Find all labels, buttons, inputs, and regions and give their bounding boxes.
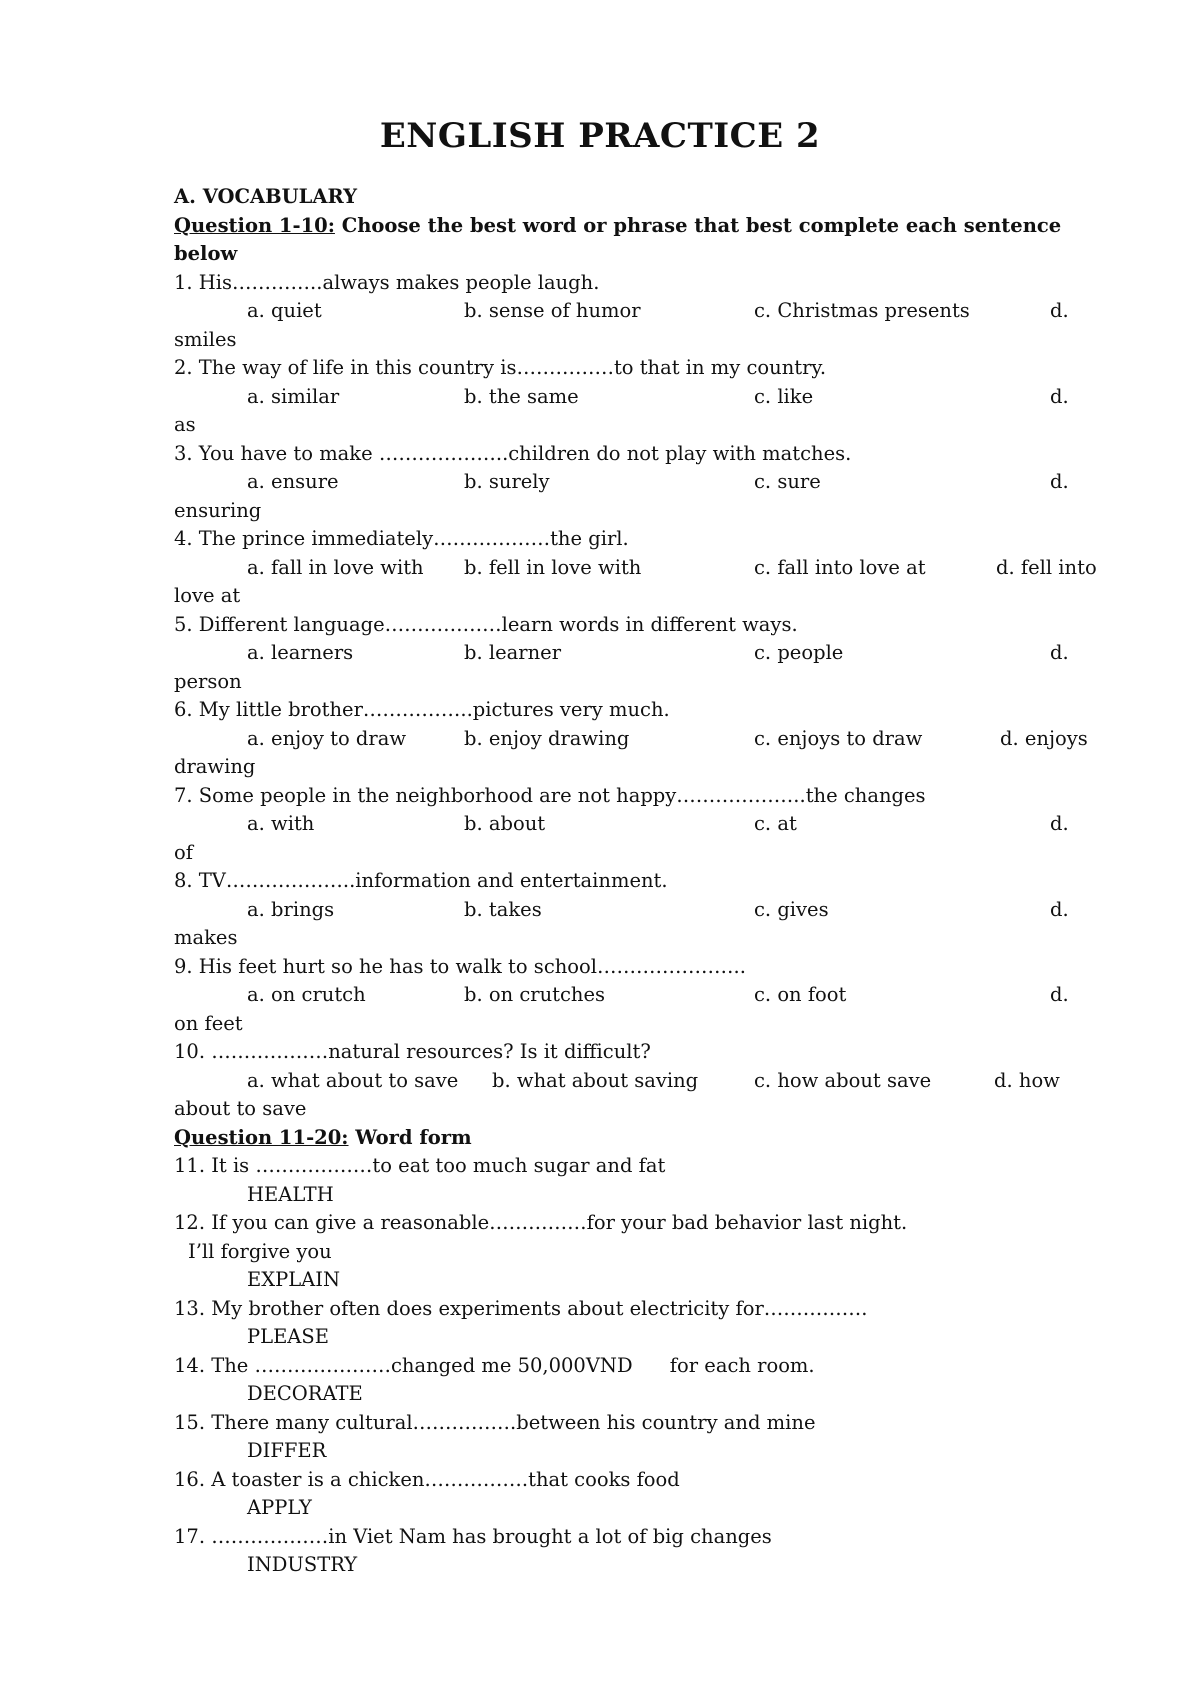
option-d-text: person [174, 669, 242, 693]
option-d-text: of [174, 840, 193, 864]
root-word: INDUSTRY [247, 1553, 358, 1576]
option-a: a. brings [247, 897, 335, 921]
option-b: b. about [464, 812, 546, 835]
root-word: DIFFER [247, 1439, 327, 1462]
question-group-heading [174, 1124, 1094, 1153]
question-stem: 9. His feet hurt so he has to walk to school………………….. [174, 954, 746, 978]
instruction-text-continued: below [174, 242, 238, 265]
option-a: a. enjoy to draw [247, 726, 407, 750]
option-a: a. learners [247, 641, 354, 664]
option-c: c. on foot [754, 983, 847, 1006]
answer-options [174, 725, 1094, 754]
option-d: d. enjoys [1000, 726, 1088, 750]
question-stem: 7. Some people in the neighborhood are not happy………………..the changes [174, 783, 926, 807]
question-group-heading [174, 212, 1094, 241]
option-b: b. the same [464, 384, 579, 408]
word-form-stem: 17. ………………in Viet Nam has brought a lot of big changes [174, 1524, 772, 1548]
question-stem: 5. Different language………………learn words in different ways. [174, 612, 798, 636]
option-b: b. fell in love with [464, 555, 642, 579]
option-a: a. similar [247, 384, 340, 408]
question-stem: 2. The way of life in this country is……………to that in my country. [174, 356, 827, 379]
option-c: c. like [754, 384, 814, 408]
answer-options [174, 297, 1094, 326]
option-d: d. [1050, 812, 1069, 835]
question-stem: 6. My little brother……………..pictures very much. [174, 698, 670, 721]
option-a: a. with [247, 812, 315, 835]
option-c: c. gives [754, 897, 829, 921]
answer-options [174, 1067, 1094, 1096]
answer-options [174, 639, 1094, 668]
word-form-stem: 16. A toaster is a chicken…………….that cooks food [174, 1467, 680, 1491]
option-d-text: smiles [174, 327, 237, 351]
option-d-text: on feet [174, 1011, 243, 1035]
root-word: PLEASE [247, 1325, 329, 1348]
option-d: d. [1050, 384, 1069, 408]
word-form-stem: 15. There many cultural…………….between his country and mine [174, 1410, 816, 1434]
question-stem: 1. His…………..always makes people laugh. [174, 270, 600, 294]
word-form-stem: 13. My brother often does experiments about electricity for……………. [174, 1296, 868, 1320]
option-b: b. on crutches [464, 983, 606, 1006]
answer-options [174, 810, 1094, 839]
option-b: b. what about saving [492, 1068, 699, 1092]
option-b: b. learner [464, 641, 562, 664]
question-range-label: Question 11-20: [174, 1125, 349, 1149]
page-title: ENGLISH PRACTICE 2 [379, 116, 821, 156]
option-c: c. how about save [754, 1068, 932, 1092]
question-stem: 8. TV………………..information and entertainment. [174, 869, 668, 892]
option-d: d. [1050, 983, 1069, 1006]
option-a: a. quiet [247, 299, 322, 322]
answer-options [174, 468, 1094, 497]
answer-options [174, 981, 1094, 1010]
answer-options [174, 896, 1094, 925]
option-a: a. ensure [247, 470, 339, 493]
word-form-stem: 14. The …………………changed me 50,000VND for each room. [174, 1353, 815, 1377]
question-stem: 10. ………………natural resources? Is it difficult? [174, 1040, 651, 1063]
section-heading: A. VOCABULARY [174, 185, 357, 208]
instruction-text: Choose the best word or phrase that best complete each sentence [334, 213, 1062, 237]
option-d-text: drawing [174, 755, 256, 778]
option-c: c. at [754, 812, 797, 835]
answer-options [174, 383, 1094, 412]
option-d-text: love at [174, 584, 241, 607]
option-a: a. fall in love with [247, 555, 424, 579]
word-form-stem-continued: I’ll forgive you [188, 1239, 332, 1263]
option-d-text: ensuring [174, 498, 262, 522]
option-d-text: as [174, 413, 196, 436]
option-d: d. [1050, 641, 1069, 664]
question-stem: 3. You have to make ………………..children do not play with matches. [174, 441, 852, 465]
option-d-text: about to save [174, 1097, 307, 1120]
worksheet-body [174, 183, 1097, 1580]
option-d: d. [1050, 470, 1069, 493]
root-word: APPLY [247, 1496, 312, 1519]
option-b: b. takes [464, 897, 542, 921]
option-a: a. on crutch [247, 983, 366, 1006]
root-word: EXPLAIN [247, 1268, 341, 1291]
option-a: a. what about to save [247, 1068, 459, 1092]
option-d: d. how [994, 1068, 1060, 1092]
option-b: b. enjoy drawing [464, 726, 630, 750]
option-d-text: makes [174, 926, 238, 949]
word-form-stem: 11. It is ………………to eat too much sugar and fat [174, 1154, 666, 1177]
option-c: c. enjoys to draw [754, 726, 923, 750]
option-b: b. sense of humor [464, 299, 641, 322]
option-c: c. people [754, 641, 844, 664]
root-word: DECORATE [247, 1382, 363, 1405]
option-d: d. [1050, 299, 1069, 322]
option-c: c. Christmas presents [754, 299, 970, 322]
answer-options [174, 554, 1097, 583]
word-form-stem: 12. If you can give a reasonable……………for your bad behavior last night. [174, 1211, 908, 1234]
option-c: c. fall into love at [754, 555, 926, 579]
root-word: HEALTH [247, 1182, 334, 1206]
option-b: b. surely [464, 470, 550, 493]
question-stem: 4. The prince immediately………………the girl. [174, 527, 629, 550]
option-d: d. [1050, 897, 1069, 921]
instruction-text: Word form [348, 1125, 472, 1149]
option-c: c. sure [754, 470, 821, 493]
question-range-label: Question 1-10: [174, 213, 335, 237]
option-d: d. fell into [996, 555, 1097, 579]
